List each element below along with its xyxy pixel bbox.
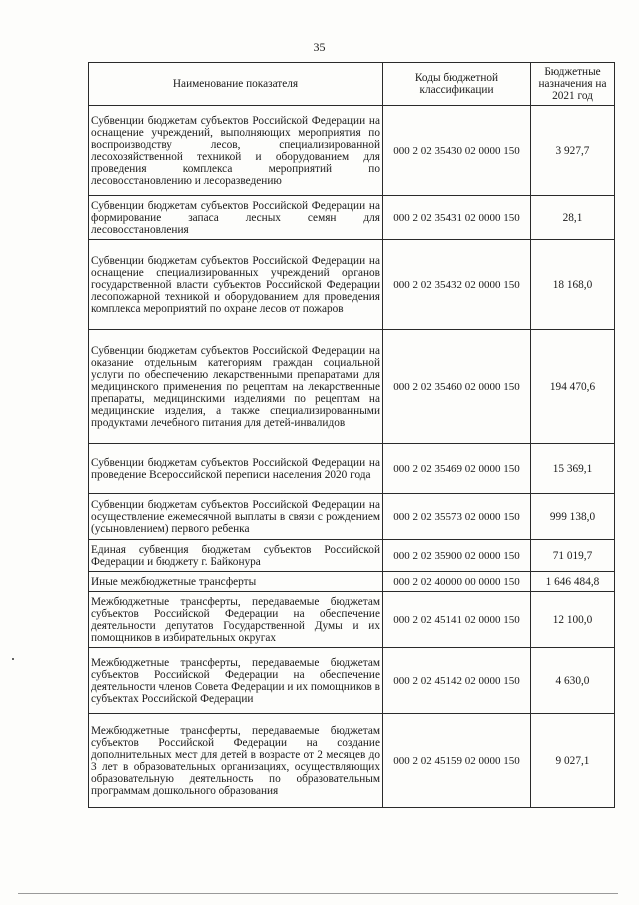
table-row — [89, 106, 615, 196]
table-row — [89, 540, 615, 572]
row-amount: 3 927,7 — [531, 106, 615, 196]
scan-speck — [12, 658, 14, 660]
row-name: Субвенции бюджетам субъектов Российской Федерации на оснащение учреждений, выполняющих мероприятия по воспроизводству лесов, специализированной лесохозяйственной техникой и оборудованием для проведения комплекса мероприятий по лесовосстановлению и лесоразведению — [89, 106, 383, 196]
row-name: Межбюджетные трансферты, передаваемые бюджетам субъектов Российской Федерации на создание дополнительных мест для детей в возрасте от 2 месяцев до 3 лет в образовательных организациях, осуществляющих образовательную деятельность по образовательным программам дошкольного образования — [89, 714, 383, 808]
row-amount: 999 138,0 — [531, 494, 615, 540]
row-code: 000 2 02 35430 02 0000 150 — [383, 106, 531, 196]
table-row — [89, 240, 615, 330]
row-code: 000 2 02 40000 00 0000 150 — [383, 572, 531, 592]
header-budget-code: Коды бюджетной классификации — [383, 63, 531, 106]
row-amount: 4 630,0 — [531, 648, 615, 714]
row-code: 000 2 02 35469 02 0000 150 — [383, 444, 531, 494]
row-name: Субвенции бюджетам субъектов Российской Федерации на формирование запаса лесных семян для лесовосстановления — [89, 196, 383, 240]
table-row — [89, 572, 615, 592]
table-header-row — [89, 63, 615, 106]
row-name: Иные межбюджетные трансферты — [89, 572, 383, 592]
table-row — [89, 592, 615, 648]
table-row — [89, 494, 615, 540]
row-name: Субвенции бюджетам субъектов Российской Федерации на осуществление ежемесячной выплаты в связи с рождением (усыновлением) первого ребенка — [89, 494, 383, 540]
row-amount: 28,1 — [531, 196, 615, 240]
row-name: Субвенции бюджетам субъектов Российской Федерации на проведение Всероссийской переписи населения 2020 года — [89, 444, 383, 494]
row-name: Субвенции бюджетам субъектов Российской Федерации на оказание отдельным категориям граждан социальной услуги по обеспечению лекарственными препаратами для медицинского применения по рецептам на лекарственные препараты, медицинскими изделиями по рецептам на медицинские изделия, а также специализированными продуктами лечебного питания для детей-инвалидов — [89, 330, 383, 444]
row-amount: 18 168,0 — [531, 240, 615, 330]
table-row — [89, 714, 615, 808]
row-name: Межбюджетные трансферты, передаваемые бюджетам субъектов Российской Федерации на обеспечение деятельности членов Совета Федерации и их помощников в субъектах Российской Федерации — [89, 648, 383, 714]
row-code: 000 2 02 45141 02 0000 150 — [383, 592, 531, 648]
row-name: Единая субвенция бюджетам субъектов Российской Федерации и бюджету г. Байконура — [89, 540, 383, 572]
page-number: 35 — [313, 40, 326, 54]
budget-table — [88, 62, 615, 808]
table-row — [89, 648, 615, 714]
table-row — [89, 196, 615, 240]
header-indicator-name: Наименование показателя — [89, 63, 383, 106]
table-row — [89, 444, 615, 494]
row-code: 000 2 02 35432 02 0000 150 — [383, 240, 531, 330]
row-amount: 194 470,6 — [531, 330, 615, 444]
row-amount: 1 646 484,8 — [531, 572, 615, 592]
row-name: Субвенции бюджетам субъектов Российской Федерации на оснащение специализированных учреждений органов государственной власти субъектов Российской Федерации лесопожарной техникой и оборудованием для проведения комплекса мероприятий по охране лесов от пожаров — [89, 240, 383, 330]
row-code: 000 2 02 35573 02 0000 150 — [383, 494, 531, 540]
table-row — [89, 330, 615, 444]
row-amount: 71 019,7 — [531, 540, 615, 572]
row-code: 000 2 02 35460 02 0000 150 — [383, 330, 531, 444]
row-amount: 15 369,1 — [531, 444, 615, 494]
row-amount: 9 027,1 — [531, 714, 615, 808]
row-code: 000 2 02 45142 02 0000 150 — [383, 648, 531, 714]
row-code: 000 2 02 35431 02 0000 150 — [383, 196, 531, 240]
row-code: 000 2 02 45159 02 0000 150 — [383, 714, 531, 808]
bottom-rule — [18, 893, 618, 894]
header-budget-amount: Бюджетные назначения на 2021 год — [531, 63, 615, 106]
row-name: Межбюджетные трансферты, передаваемые бюджетам субъектов Российской Федерации на обеспечение деятельности депутатов Государственной Думы и их помощников в избирательных округах — [89, 592, 383, 648]
row-amount: 12 100,0 — [531, 592, 615, 648]
row-code: 000 2 02 35900 02 0000 150 — [383, 540, 531, 572]
